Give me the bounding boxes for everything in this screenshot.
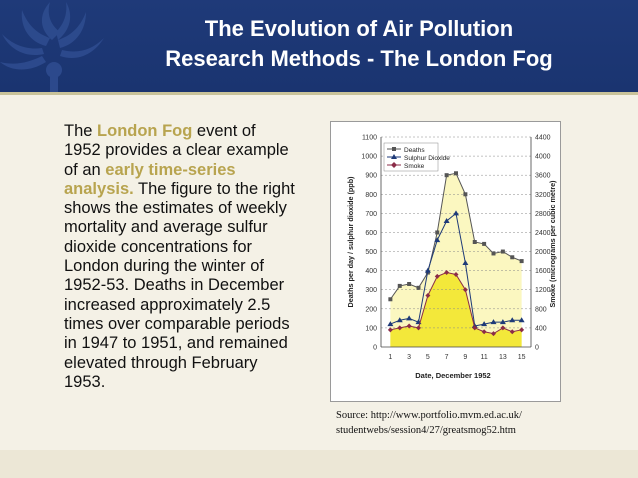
y-tick-label: 300 <box>365 287 377 295</box>
y2-tick-label: 2000 <box>535 249 551 257</box>
footer-band <box>0 450 638 478</box>
x-tick-label: 13 <box>498 354 507 361</box>
deaths-point <box>454 171 458 175</box>
y2-tick-label: 400 <box>535 325 547 333</box>
y2-tick-label: 4400 <box>535 134 551 142</box>
slide-title <box>100 14 618 74</box>
y2-tick-label: 0 <box>535 344 539 352</box>
legend-deaths: Deaths <box>404 147 425 154</box>
body-text-3: The figure to the right shows the estimates of weekly mortality and average sulfur dioxide concentrations for London during the winter of 1952-53. Deaths in December increased approximately 2.5 times over comparable periods in 1947 to 1951, and remained elevated through February 1953. <box>64 179 295 391</box>
x-tick-label: 5 <box>425 354 430 361</box>
source-line-1: Source: http://www.portfolio.mvm.ed.ac.uk/ <box>336 410 522 421</box>
chart-svg <box>331 122 562 403</box>
x-tick-label: 15 <box>517 354 526 361</box>
highlight-time-series: early time-series analysis. <box>64 160 236 198</box>
legend-smoke: Smoke <box>404 163 425 170</box>
deaths-point <box>445 173 449 177</box>
x-tick-label: 9 <box>463 354 468 361</box>
y-tick-label: 1000 <box>361 153 377 161</box>
london-fog-chart <box>330 121 561 402</box>
slide-header <box>0 0 638 92</box>
source-citation <box>336 408 596 438</box>
x-tick-label: 3 <box>407 354 412 361</box>
source-line-2: studentwebs/session4/27/greatsmog52.htm <box>336 425 516 436</box>
y2-tick-label: 2400 <box>535 229 551 237</box>
deaths-point <box>417 286 421 290</box>
body-paragraph <box>64 122 296 392</box>
deaths-point <box>473 240 477 244</box>
flame-logo-icon <box>0 0 110 92</box>
deaths-point <box>435 230 439 234</box>
title-line-1: The Evolution of Air Pollution <box>204 16 514 41</box>
y-tick-label: 600 <box>365 229 377 237</box>
y-tick-label: 200 <box>365 306 377 314</box>
y2-tick-label: 3600 <box>535 172 551 180</box>
legend-so2: Sulphur Dioxide <box>404 155 450 162</box>
y2-tick-label: 2800 <box>535 210 551 218</box>
body-text-2: event of 1952 provides a clear example of an <box>64 122 289 179</box>
deaths-point <box>492 251 496 255</box>
y2-tick-label: 1600 <box>535 268 551 276</box>
y-tick-label: 1100 <box>361 134 377 142</box>
y2-tick-label: 1200 <box>535 287 551 295</box>
y-axis-label: Deaths per day / sulphur dioxide (ppb) <box>346 176 355 308</box>
x-tick-label: 7 <box>444 354 449 361</box>
y2-tick-label: 800 <box>535 306 547 314</box>
y2-tick-label: 3200 <box>535 191 551 199</box>
title-line-2: Research Methods - The London Fog <box>165 46 553 71</box>
y2-tick-label: 4000 <box>535 153 551 161</box>
y-tick-label: 100 <box>365 325 377 333</box>
deaths-point <box>510 255 514 259</box>
x-tick-label: 1 <box>388 354 393 361</box>
y-tick-label: 400 <box>365 268 377 276</box>
y2-axis-label: Smoke (micrograms per cubic metre) <box>548 180 557 308</box>
deaths-point <box>398 284 402 288</box>
body-text-1: The <box>64 122 98 140</box>
y-tick-label: 0 <box>373 344 377 352</box>
deaths-point <box>463 192 467 196</box>
deaths-point <box>388 297 392 301</box>
x-axis-label: Date, December 1952 <box>415 371 491 380</box>
highlight-london-fog: London Fog <box>97 122 193 140</box>
x-tick-label: 11 <box>480 354 488 361</box>
deaths-point <box>407 282 411 286</box>
y-tick-label: 800 <box>365 191 377 199</box>
legend-marker-deaths <box>392 147 396 151</box>
y-tick-label: 500 <box>365 249 377 257</box>
header-divider <box>0 92 638 95</box>
y-tick-label: 900 <box>365 172 377 180</box>
y-tick-label: 700 <box>365 210 377 218</box>
deaths-point <box>520 259 524 263</box>
deaths-point <box>482 242 486 246</box>
deaths-point <box>501 250 505 254</box>
